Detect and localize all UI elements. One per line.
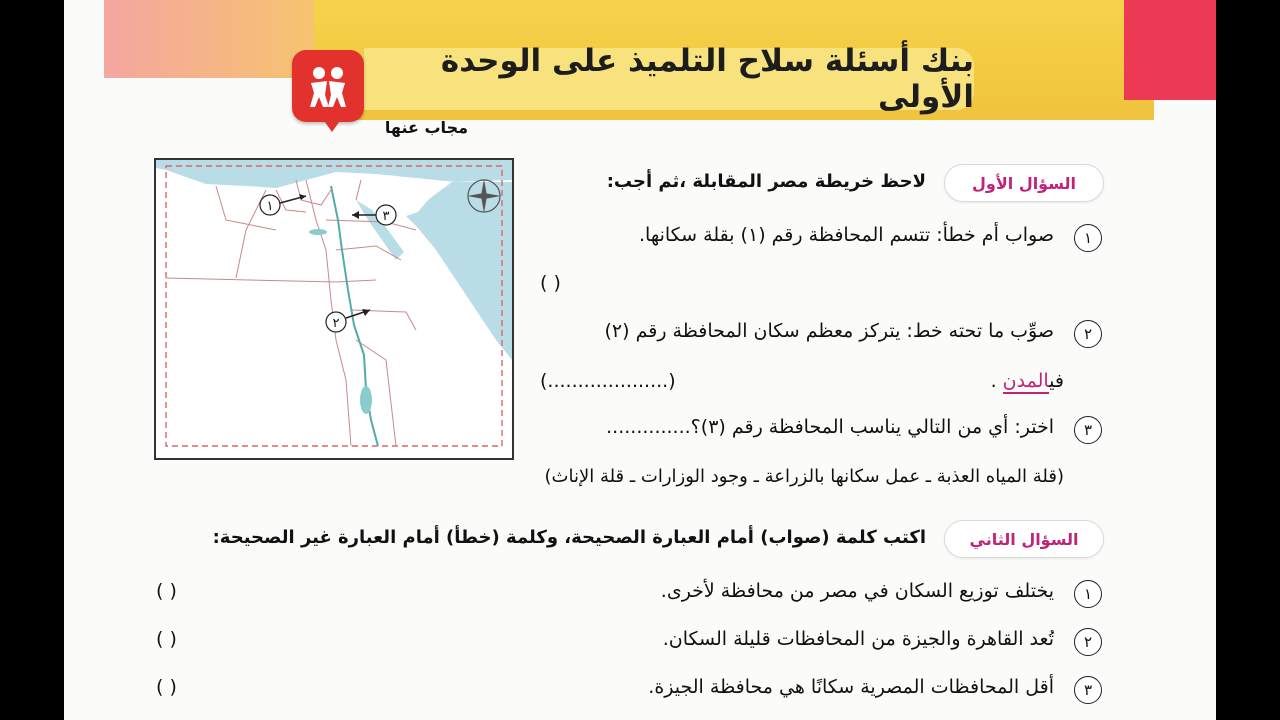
title-box (364, 43, 974, 115)
children-logo-icon (292, 50, 364, 122)
q1-item-2-number: ٢ (1074, 320, 1102, 348)
svg-text:٢: ٢ (332, 316, 340, 331)
map-label-2 (326, 309, 370, 332)
q2-item-1-answer[interactable]: ( ) (156, 580, 177, 602)
q2-item-3-number: ٣ (1074, 676, 1102, 704)
q1-item-3-text: اختر: أي من التالي يناسب المحافظة رقم (٣)؟.............. (606, 416, 1054, 438)
q1-item-2-answer[interactable]: (....................) (540, 370, 676, 392)
header-band-right (1124, 0, 1216, 100)
svg-text:١: ١ (266, 199, 274, 214)
q2-item-2-text: تُعد القاهرة والجيزة من المحافظات قليلة السكان. (662, 628, 1054, 650)
q2-item-1-number: ١ (1074, 580, 1102, 608)
q1-item-1-text: صواب أم خطأ: تتسم المحافظة رقم (١) بقلة سكانها. (639, 224, 1054, 246)
question-2-badge: السؤال الثاني (944, 520, 1104, 558)
q1-item-2-continuation (991, 370, 1064, 392)
egypt-map (154, 158, 514, 460)
q1-item-1-number: ١ (1074, 224, 1102, 252)
page-title: بنك أسئلة سلاح التلميذ على الوحدة الأولى (440, 43, 974, 115)
worksheet-page (64, 0, 1216, 720)
q1-item-2-suffix: . (990, 370, 1003, 392)
logo-tail (322, 118, 342, 132)
q1-item-1-answer[interactable]: ( ) (540, 272, 561, 294)
q2-item-2-number: ٢ (1074, 628, 1102, 656)
q1-item-2-underlined: المدن (1002, 370, 1050, 392)
answered-label: مجاب عنها (384, 118, 468, 137)
question-1-badge: السؤال الأول (944, 164, 1104, 202)
q2-item-3-answer[interactable]: ( ) (156, 676, 177, 698)
question-1-prompt: لاحظ خريطة مصر المقابلة ،ثم أجب: (606, 171, 926, 192)
q2-item-1-text: يختلف توزيع السكان في مصر من محافظة لأخرى. (660, 580, 1054, 602)
q2-item-3-text: أقل المحافظات المصرية سكانًا هي محافظة الجيزة. (648, 676, 1054, 698)
question-2-prompt: اكتب كلمة (صواب) أمام العبارة الصحيحة، وكلمة (خطأ) أمام العبارة غير الصحيحة: (212, 527, 926, 548)
q1-item-3-number: ٣ (1074, 416, 1102, 444)
q1-item-3-options: (قلة المياه العذبة ـ عمل سكانها بالزراعة ـ وجود الوزارات ـ قلة الإناث) (544, 466, 1064, 487)
q1-item-2-prefix: في (1049, 370, 1064, 392)
svg-text:٣: ٣ (382, 209, 390, 224)
q2-item-2-answer[interactable]: ( ) (156, 628, 177, 650)
q1-item-2-text: صوِّب ما تحته خط: يتركز معظم سكان المحافظة رقم (٢) (604, 320, 1054, 342)
